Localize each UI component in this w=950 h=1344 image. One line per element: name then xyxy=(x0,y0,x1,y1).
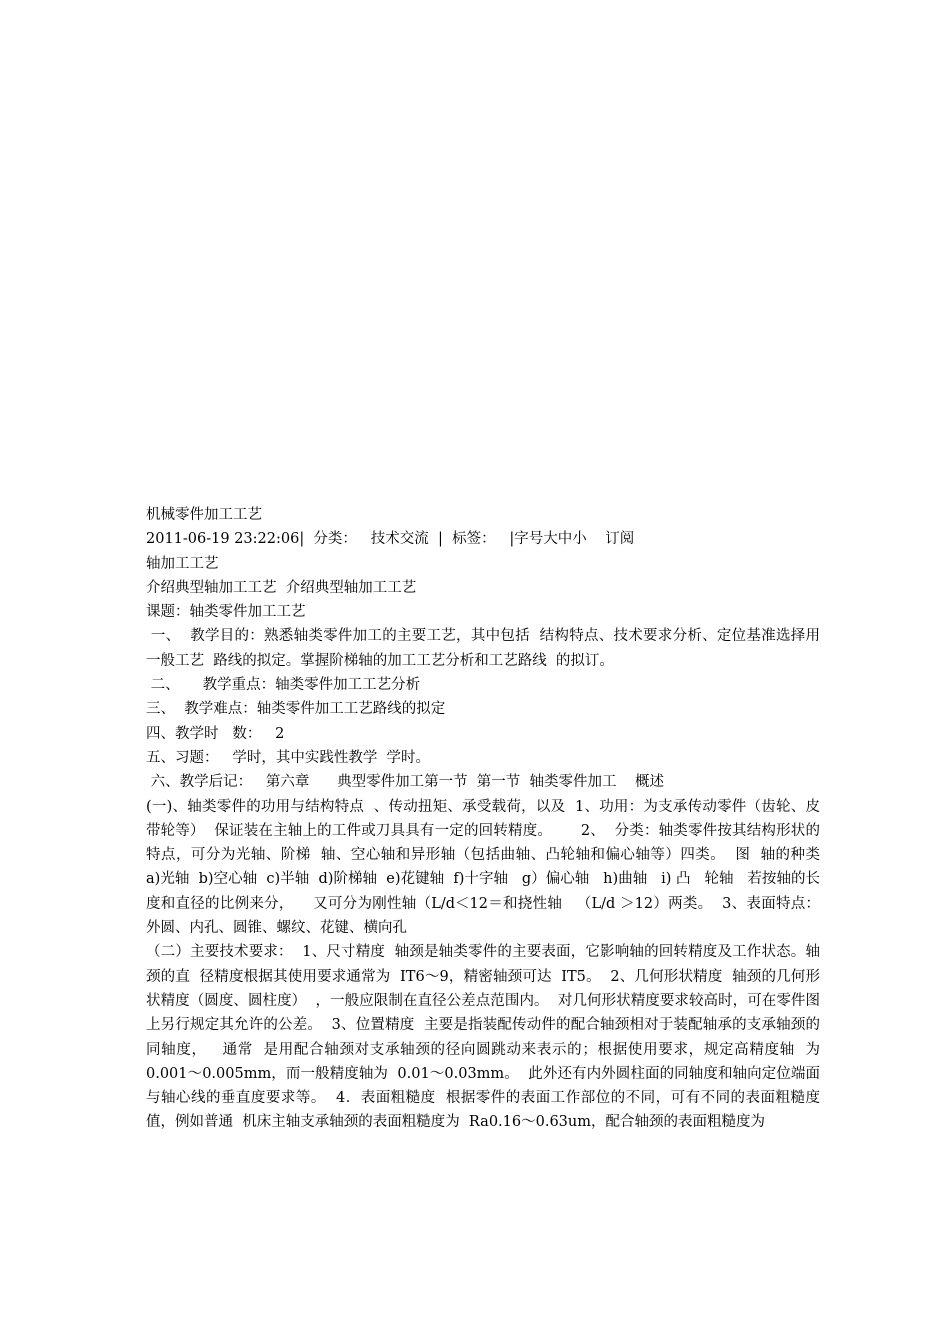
teaching-difficulty-line: 三、 教学难点：轴类零件加工工艺路线的拟定 xyxy=(146,701,446,718)
technical-requirements-paragraph: （二）主要技术要求： 1、尺寸精度 轴颈是轴类零件的主要表面，它影响轴的回转精度及工作状态。轴颈的直 径精度根据其使用要求通常为 IT6～9，精密轴颈可达 IT5。 2、几何形状精度 轴颈的几何形状精度（圆度、圆柱度） ，一般应限制在直径公差点范围内。 对几何形状精度要求较高时，可在零件图上另行规定其允许的公差。 3、位置精度 主要是指装配传动件的配合轴颈相对于装配轴承的支承轴颈的同轴度， 通常 是用配合轴颈对支承轴颈的径向圆跳动来表示的；根据使用要求，规定高精度轴 为 0.001～0.005mm，而一般精度轴为 0.01～0.03mm。 此外还有内外圆柱面的同轴度和轴向定位端面与轴心线的垂直度要求等。 4．表面粗糙度 根据零件的表面工作部位的不同，可有不同的表面粗糙度值，例如普通 机床主轴支承轴颈的表面粗糙度为 Ra0.16～0.63um，配合轴颈的表面粗糙度为 xyxy=(146,944,830,1131)
topic-line: 课题：轴类零件加工工艺 xyxy=(146,604,306,621)
teaching-goal-paragraph: 一、 教学目的：熟悉轴类零件加工的主要工艺，其中包括 结构特点、技术要求分析、定位基准选择用一般工艺 路线的拟定。掌握阶梯轴的加工工艺分析和工艺路线 的拟订。 xyxy=(146,628,821,669)
document-body xyxy=(146,503,830,1135)
intro-line: 介绍典型轴加工工艺 介绍典型轴加工工艺 xyxy=(146,579,417,596)
teaching-hours-line: 四、教学时 数： 2 xyxy=(146,725,285,742)
post-meta: 2011-06-19 23:22:06| 分类： 技术交流 | 标签： |字号大中小 订阅 xyxy=(146,531,635,548)
teaching-focus-line: 二、 教学重点：轴类零件加工工艺分析 xyxy=(146,677,421,694)
function-structure-paragraph: (一)、轴类零件的功用与结构特点 、传动扭矩、承受载荷，以及 1、功用：为支承传动零件（齿轮、皮带轮等） 保证装在主轴上的工件或刀具具有一定的回转精度。 2、 分类：轴类零件按其结构形状的特点，可分为光轴、阶梯 轴、空心轴和异形轴（包括曲轴、凸轮轴和偏心轴等）四类。 图 轴的种类 a)光轴 b)空心轴 c)半轴 d)阶梯轴 e)花键轴 f)十字轴 g）偏心轴 h)曲轴 i) 凸 轮轴 若按轴的长度和直径的比例来分， 又可分为刚性轴（L/d＜12＝和挠性轴 （L/d ＞12）两类。 3、表面特点：外圆、内孔、圆锥、螺纹、花键、横向孔 xyxy=(146,798,830,937)
document-title: 机械零件加工工艺 xyxy=(146,507,262,523)
section-heading: 轴加工工艺 xyxy=(146,555,219,572)
postscript-line: 六、教学后记： 第六章 典型零件加工第一节 第一节 轴类零件加工 概述 xyxy=(146,774,664,791)
exercise-line: 五、习题： 学时，其中实践性教学 学时。 xyxy=(146,749,431,766)
